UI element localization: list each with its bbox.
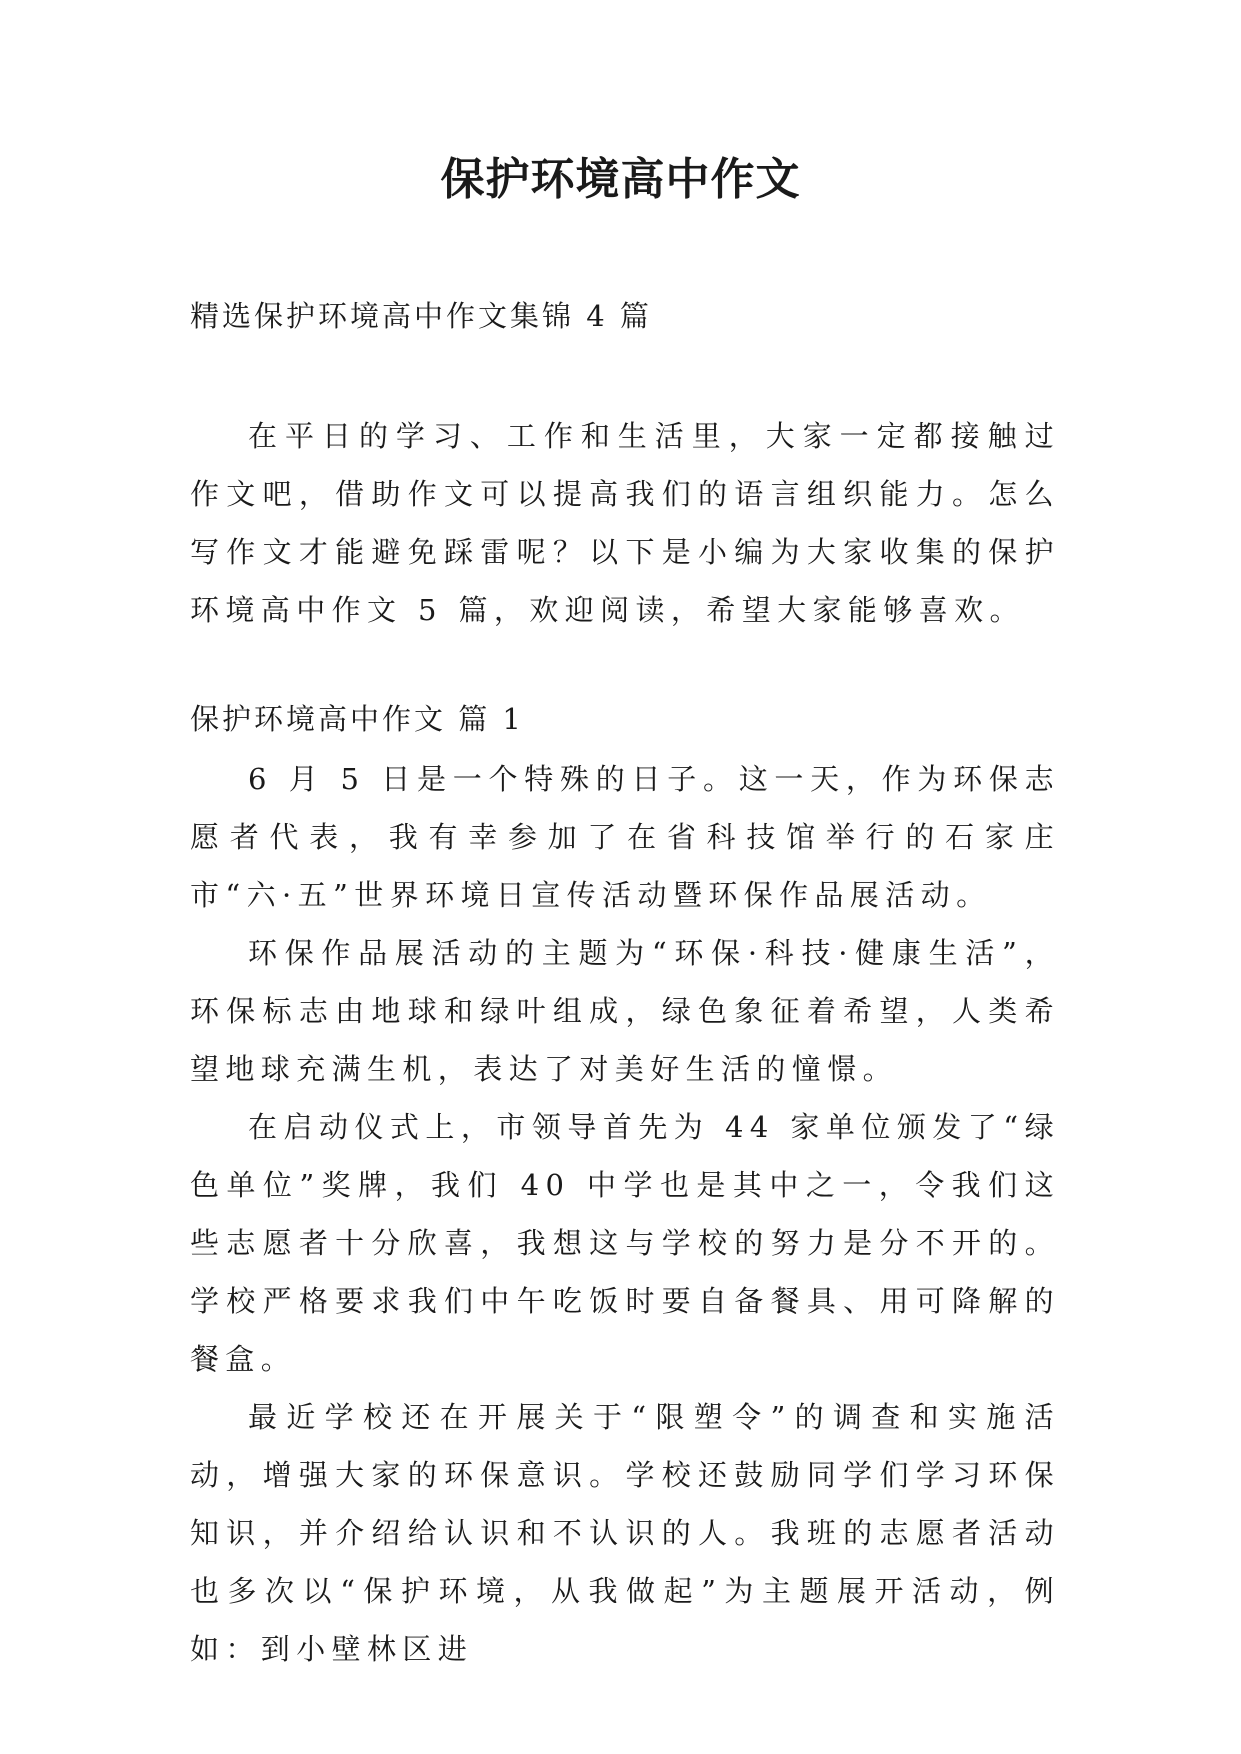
intro-section	[190, 407, 1060, 639]
essay-paragraph: 在启动仪式上，市领导首先为 44 家单位颁发了“绿色单位”奖牌，我们 40 中学也是其中之一，令我们这些志愿者十分欣喜，我想这与学校的努力是分不开的。学校严格要求我们中午吃饭时要自备餐具、用可降解的餐盒。	[190, 1110, 1060, 1376]
document-subtitle: 精选保护环境高中作文集锦 4 篇	[190, 299, 652, 333]
section-heading: 保护环境高中作文 篇 1	[190, 702, 524, 736]
essay-paragraph: 6 月 5 日是一个特殊的日子。这一天，作为环保志愿者代表，我有幸参加了在省科技馆举行的石家庄市“六·五”世界环境日宣传活动暨环保作品展活动。	[190, 762, 1060, 912]
intro-paragraph: 在平日的学习、工作和生活里，大家一定都接触过作文吧，借助作文可以提高我们的语言组织能力。怎么写作文才能避免踩雷呢？以下是小编为大家收集的保护环境高中作文 5 篇，欢迎阅读，希望大家能够喜欢。	[190, 419, 1060, 627]
essay-body	[190, 750, 1060, 1678]
essay-paragraph: 环保作品展活动的主题为“环保·科技·健康生活”，环保标志由地球和绿叶组成，绿色象征着希望，人类希望地球充满生机，表达了对美好生活的憧憬。	[190, 936, 1060, 1086]
essay-paragraph: 最近学校还在开展关于“限塑令”的调查和实施活动，增强大家的环保意识。学校还鼓励同学们学习环保知识，并介绍给认识和不认识的人。我班的志愿者活动也多次以“保护环境，从我做起”为主题展开活动，例如：到小壁林区进	[190, 1400, 1060, 1666]
document-title: 保护环境高中作文	[440, 154, 801, 205]
